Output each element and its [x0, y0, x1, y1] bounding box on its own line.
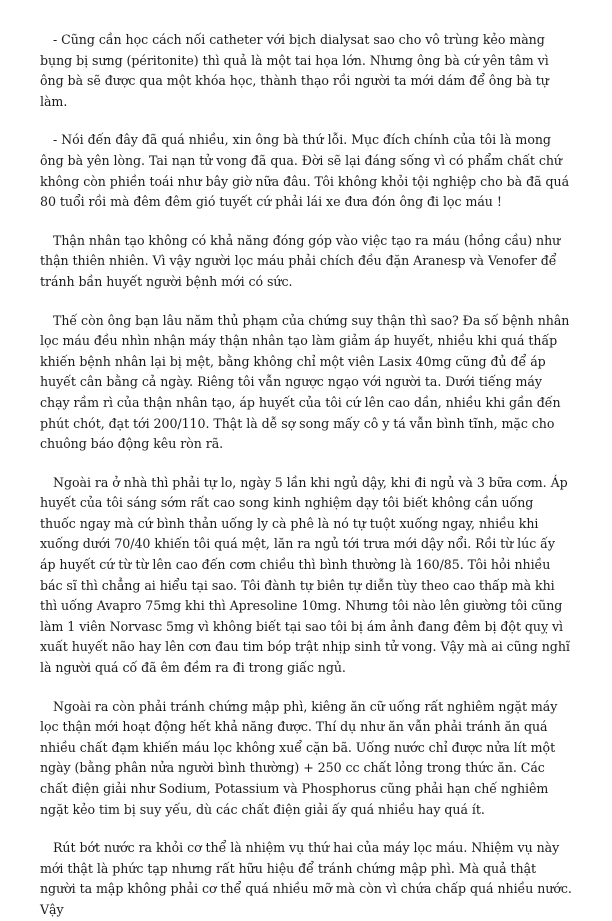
paragraph-fluid-removal: Rút bớt nước ra khỏi cơ thể là nhiệm vụ thứ hai của máy lọc máu. Nhiệm vụ này mới thật là phức tạp nhưng rất hữu hiệu để tránh chứng mập phì. Mà quả thật người ta mập không phải cơ thể quá nhiều mỡ mà còn vì chứa chấp quá nhiều nước. Vậy: [40, 840, 572, 917]
paragraph-catheter: - Cũng cần học cách nối catheter với bịch dialysat sao cho vô trùng kẻo màng bụng bị sưng (péritonite) thì quả là một tai họa lớn. Nhưng ông bà cứ yên tâm vì ông bà sẽ được qua một khóa học, thành thạo rồi người ta mới dám để ông bà tự làm.: [40, 32, 549, 109]
paragraph-diet: Ngoài ra còn phải tránh chứng mập phì, kiêng ăn cữ uống rất nghiêm ngặt máy lọc thận mới hoạt động hết khả năng được. Thí dụ như ăn vẫn phải tránh ăn quá nhiều chất đạm khiến máu lọc không xuể cặn bã. Uống nước chỉ được nửa lít một ngày (bằng phân nửa người bình thường) + 250 cc chất lỏng trong thức ăn. Các chất điện giải như Sodium, Potassium và Phosphorus cũng phải hạn chế nghiêm ngặt kẻo tim bị suy yếu, dù các chất điện giải ấy quá nhiều hay quá ít.: [40, 698, 558, 817]
paragraph-blood-pressure-dialysis: Thế còn ông bạn lâu năm thủ phạm của chứng suy thận thì sao? Đa số bệnh nhân lọc máu đều nhìn nhận máy thận nhân tạo làm giảm áp huyết, nhiều khi quá thấp khiến bệnh nhân lại bị mệt, bằng không chỉ một viên Lasix 40mg cũng đủ để áp huyết cân bằng cả ngày. Riêng tôi vẫn ngược ngạo với người ta. Dưới tiếng máy chạy rầm rì của thận nhân tạo, áp huyết của tôi cứ lên cao dần, nhiều khi gần đến phút chót, đạt tới 200/110. Thật là dễ sợ song mấy cô y tá vẫn bình tĩnh, mặc cho chuông báo động kêu ròn rã.: [40, 312, 570, 452]
paragraph-artificial-kidney: Thận nhân tạo không có khả năng đóng góp vào việc tạo ra máu (hồng cầu) như thận thiên nhiên. Vì vậy người lọc máu phải chích đều đặn Aranesp và Venofer để tránh bần huyết người bệnh mới có sức.: [40, 232, 561, 289]
paragraph-blood-pressure-home: Ngoài ra ở nhà thì phải tự lo, ngày 5 lần khi ngủ dậy, khi đi ngủ và 3 bữa cơm. Áp huyết của tôi sáng sớm rất cao song kinh nghiệm dạy tôi biết không cần uống thuốc ngay mà cứ bình thản uống ly cà phê là nó tự tuột xuống ngay, nhiều khi xuống dưới 70/40 khiến tôi quá mệt, lăn ra ngủ tới trưa mới dậy nổi. Rồi từ lúc ấy áp huyết cứ từ từ lên cao đến cơm chiều thì bình thường là 160/85. Tôi hỏi nhiều bác sĩ thì chẳng ai hiểu tại sao. Tôi đành tự biên tự diễn tùy theo cao thấp mà khi thì uống Avapro 75mg khi thì Apresoline 10mg. Nhưng tôi nào lên giường tôi cũng làm 1 viên Norvasc 5mg vì không biết tại sao tôi bị ám ảnh đang đêm bị đột quỵ vì xuất huyết não hay lên cơn đau tim bóp trật nhịp sinh tử vong. Vậy mà ai cũng nghĩ là người quá cố đã êm đềm ra đi trong giấc ngủ.: [40, 474, 570, 676]
paragraph-reassurance: - Nói đến đây đã quá nhiều, xin ông bà thứ lỗi. Mục đích chính của tôi là mong ông bà yên lòng. Tai nạn tử vong đã qua. Đời sẽ lại đáng sống vì có phẩm chất chứ không còn phiền toái như bây giờ nữa đâu. Tôi không khỏi tội nghiệp cho bà đã quá 80 tuổi rồi mà đêm đêm gió tuyết cứ phải lái xe đưa đón ông đi lọc máu !: [40, 132, 570, 210]
